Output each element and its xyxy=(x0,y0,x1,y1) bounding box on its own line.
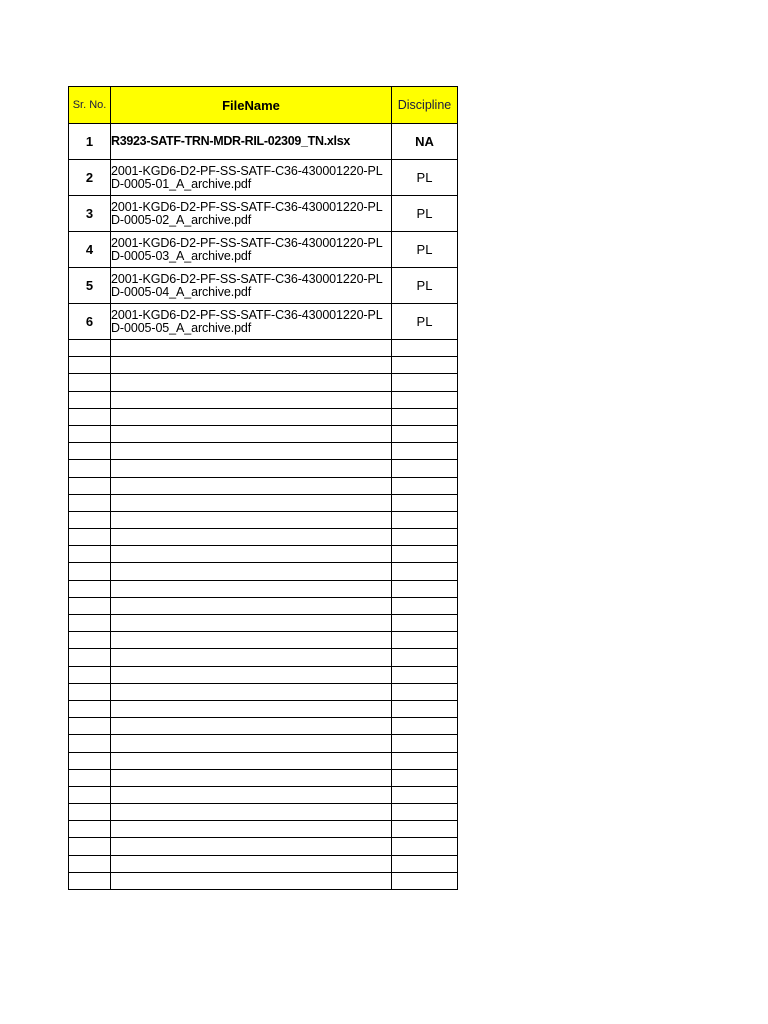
empty-table-row xyxy=(69,425,458,442)
empty-table-row xyxy=(69,391,458,408)
empty-filename-cell xyxy=(111,786,392,803)
empty-filename-cell xyxy=(111,408,392,425)
empty-table-row xyxy=(69,408,458,425)
empty-discipline-cell xyxy=(392,718,458,735)
empty-table-row xyxy=(69,632,458,649)
empty-discipline-cell xyxy=(392,786,458,803)
empty-discipline-cell xyxy=(392,391,458,408)
empty-filename-cell xyxy=(111,649,392,666)
empty-discipline-cell xyxy=(392,374,458,391)
empty-table-row xyxy=(69,786,458,803)
empty-sr-cell xyxy=(69,872,111,889)
filename-cell: 2001-KGD6-D2-PF-SS-SATF-C36-430001220-PLD-0005-01_A_archive.pdf xyxy=(111,160,392,196)
empty-discipline-cell xyxy=(392,769,458,786)
empty-discipline-cell xyxy=(392,546,458,563)
empty-table-row xyxy=(69,838,458,855)
header-row xyxy=(69,87,458,124)
empty-sr-cell xyxy=(69,443,111,460)
empty-filename-cell xyxy=(111,391,392,408)
empty-table-row xyxy=(69,563,458,580)
header-sr-no: Sr. No. xyxy=(69,87,111,124)
empty-discipline-cell xyxy=(392,408,458,425)
empty-discipline-cell xyxy=(392,340,458,357)
empty-table-row xyxy=(69,529,458,546)
empty-filename-cell xyxy=(111,563,392,580)
empty-filename-cell xyxy=(111,340,392,357)
filename-cell: 2001-KGD6-D2-PF-SS-SATF-C36-430001220-PLD-0005-02_A_archive.pdf xyxy=(111,196,392,232)
empty-table-row xyxy=(69,666,458,683)
empty-filename-cell xyxy=(111,477,392,494)
empty-sr-cell xyxy=(69,494,111,511)
empty-discipline-cell xyxy=(392,460,458,477)
empty-sr-cell xyxy=(69,804,111,821)
empty-filename-cell xyxy=(111,357,392,374)
empty-filename-cell xyxy=(111,494,392,511)
empty-filename-cell xyxy=(111,580,392,597)
empty-sr-cell xyxy=(69,752,111,769)
empty-discipline-cell xyxy=(392,443,458,460)
empty-table-row xyxy=(69,649,458,666)
empty-discipline-cell xyxy=(392,615,458,632)
table-row xyxy=(69,304,458,340)
empty-sr-cell xyxy=(69,511,111,528)
empty-table-row xyxy=(69,683,458,700)
empty-discipline-cell xyxy=(392,735,458,752)
empty-discipline-cell xyxy=(392,855,458,872)
empty-table-row xyxy=(69,580,458,597)
empty-discipline-cell xyxy=(392,529,458,546)
empty-sr-cell xyxy=(69,666,111,683)
empty-filename-cell xyxy=(111,666,392,683)
empty-table-row xyxy=(69,872,458,889)
filename-cell: R3923-SATF-TRN-MDR-RIL-02309_TN.xlsx xyxy=(111,124,392,160)
empty-filename-cell xyxy=(111,735,392,752)
discipline-cell: PL xyxy=(392,196,458,232)
empty-discipline-cell xyxy=(392,804,458,821)
empty-sr-cell xyxy=(69,700,111,717)
empty-filename-cell xyxy=(111,872,392,889)
empty-sr-cell xyxy=(69,340,111,357)
table-row xyxy=(69,124,458,160)
empty-table-row xyxy=(69,340,458,357)
empty-discipline-cell xyxy=(392,477,458,494)
discipline-cell: PL xyxy=(392,304,458,340)
empty-discipline-cell xyxy=(392,838,458,855)
empty-table-row xyxy=(69,597,458,614)
empty-filename-cell xyxy=(111,529,392,546)
sr-no-cell: 1 xyxy=(69,124,111,160)
empty-filename-cell xyxy=(111,443,392,460)
empty-table-row xyxy=(69,357,458,374)
empty-sr-cell xyxy=(69,838,111,855)
empty-sr-cell xyxy=(69,425,111,442)
discipline-cell: PL xyxy=(392,160,458,196)
discipline-cell: NA xyxy=(392,124,458,160)
discipline-cell: PL xyxy=(392,268,458,304)
empty-discipline-cell xyxy=(392,649,458,666)
empty-filename-cell xyxy=(111,752,392,769)
empty-sr-cell xyxy=(69,821,111,838)
empty-table-row xyxy=(69,511,458,528)
empty-discipline-cell xyxy=(392,821,458,838)
empty-filename-cell xyxy=(111,511,392,528)
empty-filename-cell xyxy=(111,632,392,649)
empty-table-row xyxy=(69,855,458,872)
empty-discipline-cell xyxy=(392,597,458,614)
empty-sr-cell xyxy=(69,632,111,649)
empty-discipline-cell xyxy=(392,872,458,889)
empty-discipline-cell xyxy=(392,683,458,700)
empty-filename-cell xyxy=(111,855,392,872)
empty-sr-cell xyxy=(69,649,111,666)
empty-table-row xyxy=(69,718,458,735)
empty-filename-cell xyxy=(111,460,392,477)
sr-no-cell: 3 xyxy=(69,196,111,232)
empty-table-row xyxy=(69,769,458,786)
empty-filename-cell xyxy=(111,597,392,614)
empty-discipline-cell xyxy=(392,580,458,597)
empty-filename-cell xyxy=(111,838,392,855)
sr-no-cell: 5 xyxy=(69,268,111,304)
empty-discipline-cell xyxy=(392,494,458,511)
empty-discipline-cell xyxy=(392,563,458,580)
empty-table-row xyxy=(69,546,458,563)
empty-filename-cell xyxy=(111,821,392,838)
empty-filename-cell xyxy=(111,769,392,786)
empty-filename-cell xyxy=(111,700,392,717)
empty-table-row xyxy=(69,700,458,717)
empty-filename-cell xyxy=(111,546,392,563)
empty-sr-cell xyxy=(69,546,111,563)
empty-sr-cell xyxy=(69,460,111,477)
empty-filename-cell xyxy=(111,615,392,632)
header-discipline: Discipline xyxy=(392,87,458,124)
empty-table-row xyxy=(69,443,458,460)
empty-table-row xyxy=(69,735,458,752)
empty-sr-cell xyxy=(69,683,111,700)
empty-sr-cell xyxy=(69,769,111,786)
filename-cell: 2001-KGD6-D2-PF-SS-SATF-C36-430001220-PLD-0005-05_A_archive.pdf xyxy=(111,304,392,340)
sr-no-cell: 4 xyxy=(69,232,111,268)
empty-table-row xyxy=(69,477,458,494)
empty-filename-cell xyxy=(111,718,392,735)
empty-sr-cell xyxy=(69,786,111,803)
empty-table-row xyxy=(69,374,458,391)
empty-sr-cell xyxy=(69,718,111,735)
empty-table-row xyxy=(69,615,458,632)
file-list-table xyxy=(68,86,458,890)
table-row xyxy=(69,196,458,232)
empty-discipline-cell xyxy=(392,752,458,769)
empty-rows-group xyxy=(69,340,458,890)
empty-discipline-cell xyxy=(392,700,458,717)
empty-table-row xyxy=(69,804,458,821)
table-row xyxy=(69,268,458,304)
empty-discipline-cell xyxy=(392,666,458,683)
empty-filename-cell xyxy=(111,374,392,391)
discipline-cell: PL xyxy=(392,232,458,268)
empty-sr-cell xyxy=(69,477,111,494)
empty-sr-cell xyxy=(69,580,111,597)
empty-table-row xyxy=(69,494,458,511)
empty-discipline-cell xyxy=(392,357,458,374)
empty-filename-cell xyxy=(111,425,392,442)
empty-sr-cell xyxy=(69,529,111,546)
table-row xyxy=(69,160,458,196)
empty-sr-cell xyxy=(69,391,111,408)
empty-sr-cell xyxy=(69,357,111,374)
empty-sr-cell xyxy=(69,563,111,580)
sr-no-cell: 2 xyxy=(69,160,111,196)
filename-cell: 2001-KGD6-D2-PF-SS-SATF-C36-430001220-PLD-0005-04_A_archive.pdf xyxy=(111,268,392,304)
filename-cell: 2001-KGD6-D2-PF-SS-SATF-C36-430001220-PLD-0005-03_A_archive.pdf xyxy=(111,232,392,268)
empty-table-row xyxy=(69,460,458,477)
empty-filename-cell xyxy=(111,683,392,700)
empty-table-row xyxy=(69,821,458,838)
empty-discipline-cell xyxy=(392,511,458,528)
sr-no-cell: 6 xyxy=(69,304,111,340)
empty-sr-cell xyxy=(69,408,111,425)
empty-table-row xyxy=(69,752,458,769)
empty-sr-cell xyxy=(69,374,111,391)
header-filename: FileName xyxy=(111,87,392,124)
empty-sr-cell xyxy=(69,597,111,614)
empty-filename-cell xyxy=(111,804,392,821)
empty-sr-cell xyxy=(69,855,111,872)
empty-sr-cell xyxy=(69,615,111,632)
table-row xyxy=(69,232,458,268)
empty-sr-cell xyxy=(69,735,111,752)
empty-discipline-cell xyxy=(392,425,458,442)
empty-discipline-cell xyxy=(392,632,458,649)
